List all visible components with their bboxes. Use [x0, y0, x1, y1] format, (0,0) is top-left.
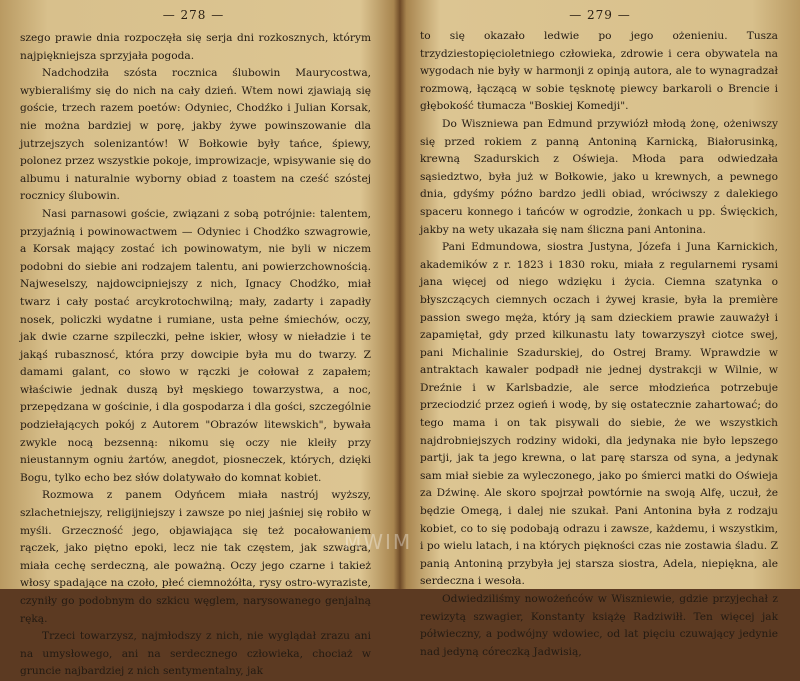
left-page	[2, 8, 385, 678]
page-number-279: — 279 —	[569, 8, 631, 22]
paragraph: Rozmowa z panem Odyńcem miała nastrój wyższy, szlachetniejszy, religijniejszy i zawsze po niej jaśniej się robiło w myśli. Grzeczność jego, objawiająca się też pocałowaniem rączek, jako piętno epoki, lecz nie tak częstem, jak szwagra, miała cechę serdeczną, ale poważną. Oczy jego czarne i takież włosy spadające na czoło, płeć ciemnożółta, rysy ostro-wyraziste, czyniły go podobnym do szkicu węglem, narysowanego genjalną ręką.	[20, 489, 371, 625]
right-page	[404, 8, 796, 658]
paragraph: to się okazało ledwie po jego ożenieniu. Tusza trzydziestopięcioletniego człowieka, zdrowie i cera obywatela na wygodach nie były w harmonji z opinją autora, ale to wynagradzał rozmową, łączącą w sobie tęsknotę piewcy barkaroli o Brencie i głębokość tłumacza "Boskiej Komedji".	[420, 30, 778, 113]
paragraph: Nadchodziła szósta rocznica ślubowin Maurycostwa, wybieraliśmy się do nich na cały dzień. Wtem nowi zjawiają się goście, trzech razem poetów: Odyniec, Chodźko i Julian Korsak, nie można bardziej w porę, jakby żywe powinszowanie dla jutrzejszych solenizantów! W Bołkowie były tańce, śpiewy, polonez przez wszystkie pokoje, improwizacje, wpisywanie się do albumu i naturalnie wyborny obiad z toastem na cześć szóstej rocznicy ślubowin.	[20, 67, 371, 203]
right-page-text	[420, 28, 778, 661]
watermark-logo: MWIM	[344, 530, 413, 554]
paragraph: Nasi parnasowi goście, związani z sobą potrójnie: talentem, przyjaźnią i powinowactwem — Odyniec i Chodźko szwagrowie, a Korsak mający zostać ich powinowatym, nie byli w niczem podobni do siebie ani rodzajem talentu, ani powierzchownością. Najweselszy, najdowcipniejszy z nich, Ignacy Chodźko, miał twarz i cały postać arcykrotochwilną; mały, zadarty i zapadły nosek, policzki wydatne i rumiane, usta pełne śmiechów, oczy, jak dwie czarne szpileczki, pełne iskier, włosy w nieładzie i te jakąś rubasznosć, która przy dowcipie była mu do twarzy. Z damami galant, co słowo w rączki je cołował z zapałem; właściwie jednak duszą był męskiego towarzystwa, a noc, przepędzana w gościnie, i dla gospodarza i dla gości, szczególnie podziełających pokój z Autorem "Obrazów litewskich", bywała zwykle nocą bezsenną: nikomu się oczy nie kleiły przy nieustannym ogniu żartów, anegdot, piosneczek, których, dzięki Bogu, tylko echo bez słów dolatywało do komnat kobiet.	[20, 207, 371, 484]
paragraph: szego prawie dnia rozpoczęła się serja dni rozkosznych, którym najpiękniejsza sprzyjała pogoda.	[20, 32, 371, 62]
left-page-text	[20, 30, 371, 681]
paragraph: Odwiedziliśmy nowożeńców w Wiszniewie, gdzie przyjechał z rewizytą szwagier, Konstanty książę Radziwiłł. Ten więcej jak półwieczny, a podwójny wdowiec, od lat pięciu czuwający jedynie nad jedyną córeczką Jadwisią,	[420, 593, 778, 658]
paragraph: Pani Edmundowa, siostra Justyna, Józefa i Juna Karnickich, akademików z r. 1823 i 1830 roku, miała z regularnemi rysami jana więcej od niego wdzięku i życia. Ciemna szatynka o błyszczących ciemnych oczach i żywej krasie, była la première passion swego męża, który ją sam dzieckiem prawie zauważył i zapamiętał, gdy przed kilkunastu laty towarzyszył ciotce swej, pani Michalinie Szadurskiej, do Ostrej Bramy. Wprawdzie w antraktach kawaler podpadł nie jednej dystrakcji w Wilnie, w Dreźnie i w Karlsbadzie, ale serce młodzieńca potrzebuje przeciodzić przez ogień i wodę, by się ostatecznie zahartować; do tego mama i on tak pisywali do siebie, że we wszystkich najdrobniejszych rodziny widoki, dla jedynaka nie było lepszego partji, jak ta jego krewna, o lat parę starsza od syna, a jedynak sam miał siebie za wyleczonego, jako po śmierci matki do Oświeja za Dźwinę. Ale skoro spojrzał powtórnie na swoją Alfę, uczuł, że będzie Omegą, i dalej nie szukał. Pani Antonina była z rodzaju kobiet, co to się podobają odrazu i zawsze, każdemu, i wszystkim, i po wielu latach, i na których piękności czas nie zostawia śladu. Z panią Antoniną przybyła jej starsza siostra, Adela, niepiękna, ale serdeczna i wesoła.	[420, 241, 778, 588]
paragraph: Do Wiszniewa pan Edmund przywiózł młodą żonę, ożeniwszy się przed rokiem z panną Antoniną Karnicką, Białorusinką, krewną Szadurskich z Oświeja. Młoda para odwiedzała sąsiedztwo, była już w Bołkowie, jako u krewnych, a pewnego dnia, gdyśmy późno bardzo jedli obiad, wróciwszy z dalekiego spaceru konnego i tańców w ogrodzie, żonkach u pp. Święckich, jakby na wety ukazała się nam śliczna pani Antonina.	[420, 117, 778, 236]
page-number-278: — 278 —	[162, 8, 225, 22]
paragraph: Trzeci towarzysz, najmłodszy z nich, nie wyglądał zrazu ani na umysłowego, ani na serdecznego człowieka, chociaż w gruncie najbardziej z nich sentymentalny, jak	[20, 630, 371, 678]
